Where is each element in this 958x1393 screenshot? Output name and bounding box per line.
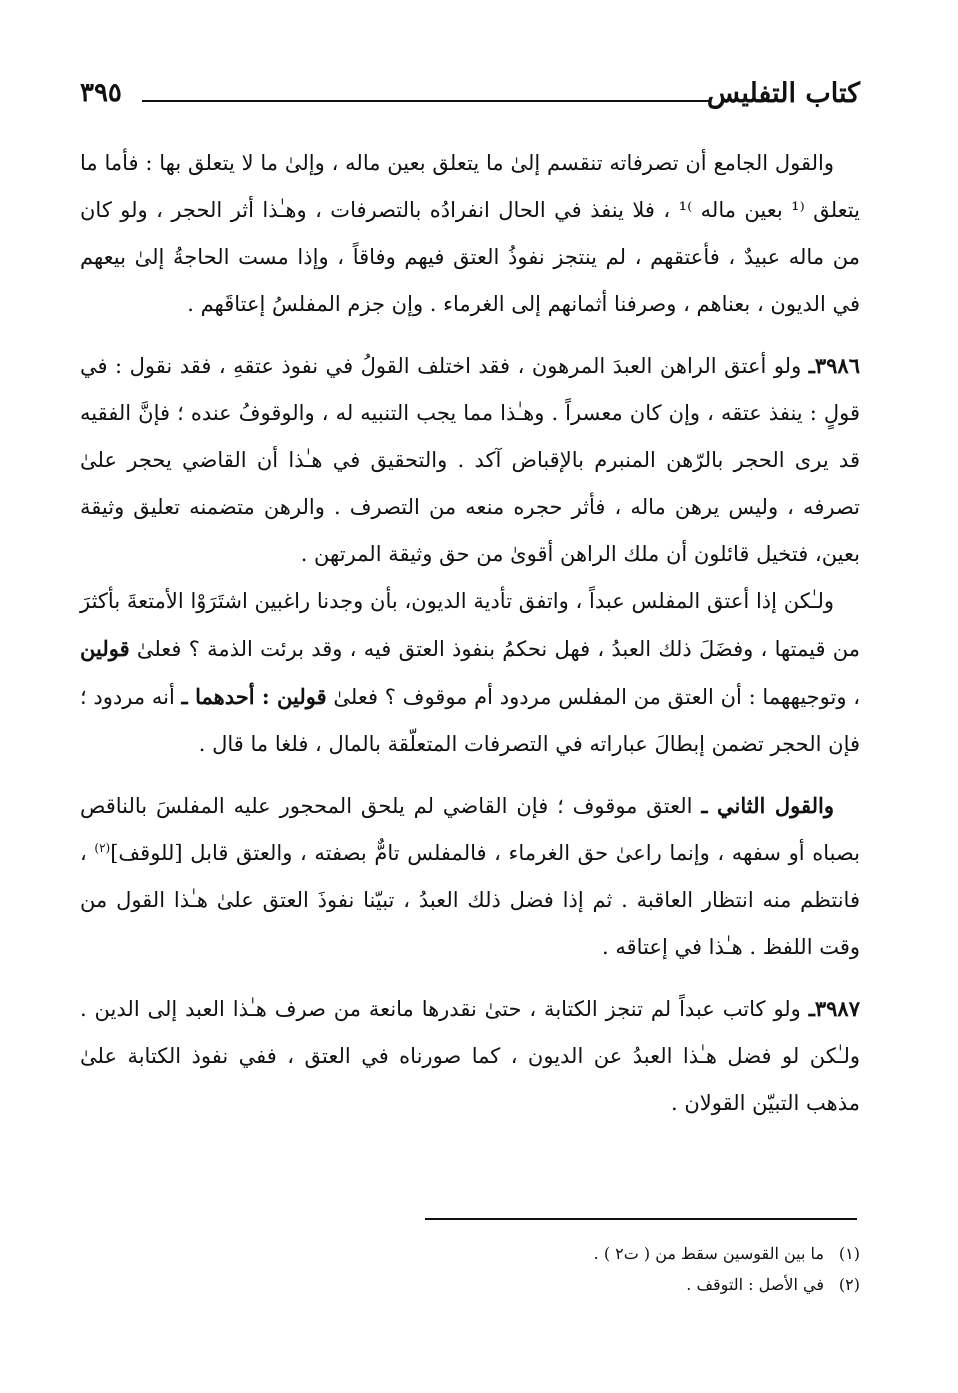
page-number: ٣٩٥ xyxy=(80,78,122,108)
footnote-ref-2: (٢) xyxy=(94,841,111,855)
paragraph-3-part-d: أنه مردود ؛ فإن الحجر تضمن إبطالَ عباراته في التصرفات المتعلّقة بالمال ، فلغا ما قال . xyxy=(80,685,860,756)
paragraph-4-text: العتق موقوف ؛ فإن القاضي لم يلحق المحجور عليه المفلسَ بالناقص بصباه أو سفهه ، وإنما راعىٰ حق الغرماء ، فالمفلس تامٌّ بصفته ، والعتق قابل [للوقف] xyxy=(80,794,860,865)
footnotes xyxy=(360,1238,860,1300)
paragraph-3 xyxy=(80,578,860,768)
bold-qawlayn-2: قولين : أحدهما ـ xyxy=(181,684,327,709)
paragraph-4-end: ، فانتظم منه انتظار العاقبة . ثم إذا فضل ذلك العبدُ ، تبيّنا نفوذَ العتق علىٰ هـٰذا القول من وقت اللفظ . هـٰذا في إعتاقه . xyxy=(80,841,860,959)
footnote-1 xyxy=(360,1238,860,1269)
paragraph-3-part-c: ، وتوجيههما : أن العتق من المفلس مردود أم موقوف ؟ فعلىٰ xyxy=(326,685,861,709)
footnote-number: (١) xyxy=(838,1244,860,1263)
paragraph-3987 xyxy=(80,985,860,1127)
paragraph-3986 xyxy=(80,342,860,578)
running-header xyxy=(80,78,860,118)
bold-qawlayn-1: قولين xyxy=(80,636,130,661)
footnote-number: (٢) xyxy=(838,1275,860,1294)
paragraph-1: والقول الجامع أن تصرفاته تنقسم إلىٰ ما يتعلق بعين ماله ، وإلىٰ ما لا يتعلق بها : فأما ما يتعلق ⁽¹ بعين ماله ⁾¹ ، فلا ينفذ في الحال انفرادُه بالتصرفات ، وهـٰذا أثر الحجر ، ولو كان من ماله عبيدٌ ، فأعتقهم ، لم ينتجز نفوذُ العتق فيهم وفاقاً ، وإذا مست الحاجةُ إلىٰ بيعهم في الديون ، بعناهم ، وصرفنا أثمانهم إلى الغرماء . وإن جزم المفلسُ إعتاقَهم . xyxy=(80,151,860,316)
issue-number-3987: ٣٩٨٧ـ xyxy=(808,996,860,1021)
paragraph-3986-text: ولو أعتق الراهن العبدَ المرهون ، فقد اختلف القولُ في نفوذ عتقهِ ، فقد نقول : في قولٍ : ينفذ عتقه ، وإن كان معسراً . وهـٰذا مما يجب التنبيه له ، والوقوفُ عنده ؛ فإنَّ الفقيه قد يرى الحجر بالرّهن المنبرم بالإقباض آكد . والتحقيق في هـٰذا أن القاضي يحجر علىٰ تصرفه ، وليس يرهن ماله ، فأثر حجره منعه من التصرف . والرهن متضمنه تعليق وثيقة بعين، فتخيل قائلون أن ملك الراهن أقوىٰ من حق وثيقة المرتهن . xyxy=(80,354,860,566)
footnote-text: في الأصل : التوقف . xyxy=(686,1275,824,1294)
footnote-text: ما بين القوسين سقط من ( ت٢ ) . xyxy=(593,1244,824,1263)
main-text xyxy=(80,140,860,1127)
footnote-2 xyxy=(360,1269,860,1300)
footnote-rule xyxy=(425,1218,857,1220)
paragraph-3987-text: ولو كاتب عبداً لم تنجز الكتابة ، حتىٰ نقدرها مانعة من صرف هـٰذا العبد إلى الدين . ولـٰكن لو فضل هـٰذا العبدُ عن الديون ، كما صورناه في العتق ، ففي نفوذ الكتابة علىٰ مذهب التبيّن القولان . xyxy=(80,997,860,1115)
paragraph-3-part-a: ولـٰكن إذا أعتق المفلس عبداً ، واتفق تأدية الديون، بأن وجدنا راغبين اشتَرَوْا الأمتعةَ بأكثرَ من قيمتها ، وفضَلَ ذلك العبدُ ، فهل نحكمُ بنفوذ العتق فيه ، وقد برئت الذمة ؟ فعلىٰ xyxy=(80,589,860,661)
paragraph-4 xyxy=(80,782,860,971)
chapter-title: كتاب التفليس xyxy=(706,78,860,109)
issue-number-3986: ٣٩٨٦ـ xyxy=(808,353,860,378)
header-rule xyxy=(142,100,710,102)
bold-second-opinion: والقول الثاني ـ xyxy=(701,793,834,818)
